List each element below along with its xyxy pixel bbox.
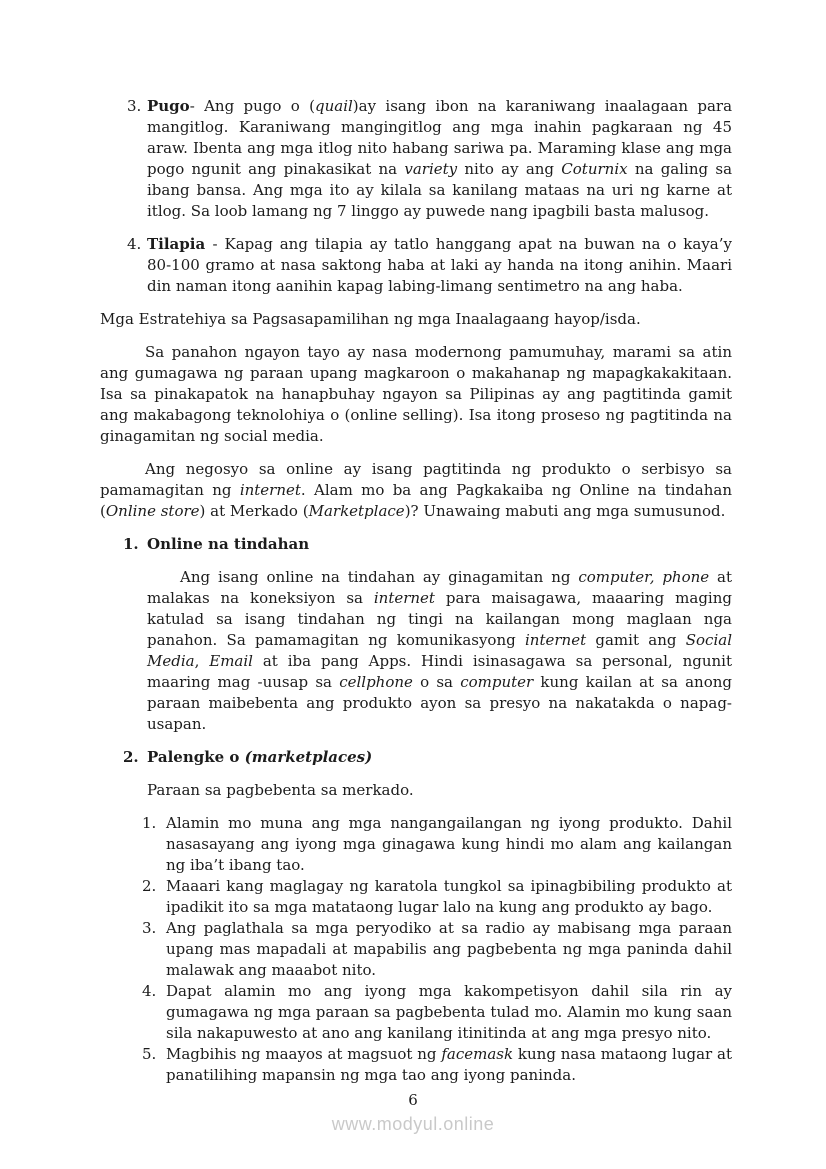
text-segment: o sa (412, 673, 461, 691)
text-segment: computer, phone (578, 568, 710, 586)
block-text (100, 310, 641, 328)
paragraph-modernong-pamumuhay (100, 342, 732, 447)
list-item-pugo (127, 96, 733, 222)
block-text (147, 235, 732, 295)
block-text (166, 1045, 732, 1084)
heading-online-na-tindahan (123, 534, 732, 555)
block-text (100, 460, 732, 520)
paragraph-online-store-detail (147, 567, 732, 735)
text-segment: - Ang pugo o ( (189, 97, 315, 115)
text-segment: Mga Estratehiya sa Pagsasapamilihan ng mga Inaalagaang hayop/isda. (100, 310, 641, 328)
list-number: 2. (142, 877, 157, 895)
list-number: 1. (142, 814, 157, 832)
text-segment: )ay isang ibon na karaniwang inaalagaan para mangitlog. Karaniwang mangingitlog ang mga inahin pagkaraan ng 45 araw. Ibenta ang mga itlog nito habang sariwa pa. Maraming klase ang mga pogo ngunit ang pinakasikat na (147, 97, 733, 178)
watermark-url: www.modyul.online (331, 1114, 495, 1134)
text-segment: Marketplace (308, 502, 405, 520)
text-segment: at iba pang Apps. Hindi isinasagawa sa personal, ngunit maaring mag -uusap sa (147, 652, 733, 691)
text-segment: Palengke o (147, 748, 245, 766)
text-segment: kung kailan at sa anong paraan maibebenta ang produkto ayon sa presyo na nakatakda o napag-usapan. (147, 673, 732, 733)
text-segment: variety (404, 160, 458, 178)
text-segment: computer (460, 673, 534, 691)
text-segment: Magbihis ng maayos at magsuot ng (166, 1045, 442, 1063)
text-segment: Coturnix (561, 160, 628, 178)
text-segment: Pugo (147, 97, 190, 115)
text-segment: (marketplaces) (244, 748, 373, 766)
text-segment: - Kapag ang tilapia ay tatlo hanggang apat na buwan na o kaya’y 80-100 gramo at nasa saktong haba at laki ay handa na itong anihin. Maari din naman itong aanihin kapag labing-limang sentimetro na ang haba. (147, 235, 732, 295)
text-segment: facemask (441, 1045, 514, 1063)
text-segment: Alamin mo muna ang mga nangangailangan ng iyong produkto. Dahil nasasayang ang iyong mga ginagawa kung hindi mo alam ang kailangan ng iba’t ibang tao. (166, 814, 732, 874)
market-step-5 (142, 1044, 733, 1086)
list-number: 4. (127, 235, 142, 253)
text-segment: at malakas na koneksiyon sa (147, 568, 732, 607)
text-segment: Tilapia (147, 235, 213, 253)
block-text (166, 814, 732, 874)
document-body (100, 96, 732, 1086)
text-segment: Ang isang online na tindahan ay ginagamitan ng (180, 568, 579, 586)
block-text (147, 568, 732, 733)
page-number: 6 (408, 1091, 418, 1109)
text-segment: Dapat alamin mo ang iyong mga kakompetisyon dahil sila rin ay gumagawa ng mga paraan sa pagbebenta tulad mo. Alamin mo kung saan sila nakapuwesto at ano ang kanilang itinitinda at ang mga presyo nito. (166, 982, 732, 1042)
list-number: 3. (142, 919, 157, 937)
text-segment: internet (239, 481, 301, 499)
text-segment: Online na tindahan (147, 535, 310, 553)
text-segment: Maaari kang maglagay ng karatola tungkol sa ipinagbibiling produkto at ipadikit ito sa mga matataong lugar lalo na kung ang produkto ay bago. (166, 877, 732, 916)
block-text (100, 343, 732, 445)
text-segment: Sa panahon ngayon tayo ay nasa modernong pamumuhay, marami sa atin ang gumagawa ng paraan upang magkaroon o makahanap ng mapagkakakitaan. Isa sa pinakapatok na hanapbuhay ngayon sa Pilipinas ay ang pagtitinda gamit ang makabagong teknolohiya o (online selling). Isa itong proseso ng pagtitinda na ginagamitan ng social media. (100, 343, 732, 445)
block-text (147, 781, 414, 799)
text-segment: . Alam mo ba ang Pagkakaiba ng Online na tindahan ( (100, 481, 732, 520)
text-segment: cellphone (339, 673, 413, 691)
text-segment: gamit ang (586, 631, 686, 649)
text-segment: kung nasa mataong lugar at panatilihing mapansin ng mga tao ang iyong paninda. (166, 1045, 733, 1084)
list-item-tilapia (127, 234, 732, 297)
market-step-1 (142, 813, 732, 876)
text-segment: ) at Merkado ( (199, 502, 309, 520)
block-text (166, 877, 732, 916)
text-segment: , (194, 652, 210, 670)
market-step-3 (142, 918, 732, 981)
heading-palengke-marketplaces (123, 747, 732, 768)
text-segment: internet (525, 631, 587, 649)
list-number: 2. (123, 748, 139, 766)
paragraph-paraan-pagbebenta (147, 780, 732, 801)
text-segment: nito ay ang (457, 160, 562, 178)
market-step-4 (142, 981, 732, 1044)
paragraph-negosyo-online (100, 459, 732, 522)
text-segment: Social Media (147, 631, 732, 670)
block-text (147, 748, 372, 766)
text-segment: Ang paglathala sa mga peryodiko at sa radio ay mabisang mga paraan upang mas mapadali at mapabilis ang pagbebenta ng mga paninda dahil malawak ang maaabot nito. (166, 919, 732, 979)
block-text (166, 919, 732, 979)
text-segment: )? Unawaing mabuti ang mga sumusunod. (404, 502, 726, 520)
block-text (147, 535, 309, 553)
text-segment: para maisagawa, maaaring maging katulad sa isang tindahan ng tingi na kailangan mong maglaan nga panahon. Sa pamamagitan ng komunikasyong (147, 589, 732, 649)
text-segment: Ang negosyo sa online ay isang pagtitinda ng produkto o serbisyo sa pamamagitan ng (100, 460, 732, 499)
text-segment: internet (373, 589, 435, 607)
text-segment: Online store (105, 502, 200, 520)
text-segment: na galing sa ibang bansa. Ang mga ito ay kilala sa kanilang mataas na uri ng karne at itlog. Sa loob lamang ng 7 linggo ay puwede nang ipagbili basta malusog. (147, 160, 733, 220)
list-number: 1. (123, 535, 139, 553)
list-number: 5. (142, 1045, 157, 1063)
block-text (166, 982, 732, 1042)
text-segment: Email (209, 652, 253, 670)
paragraph-estratehiya-heading (100, 309, 732, 330)
block-text (147, 97, 732, 220)
list-number: 3. (127, 97, 142, 115)
list-number: 4. (142, 982, 157, 1000)
market-step-2 (142, 876, 732, 918)
text-segment: Paraan sa pagbebenta sa merkado. (147, 781, 414, 799)
text-segment: quail (314, 97, 353, 115)
